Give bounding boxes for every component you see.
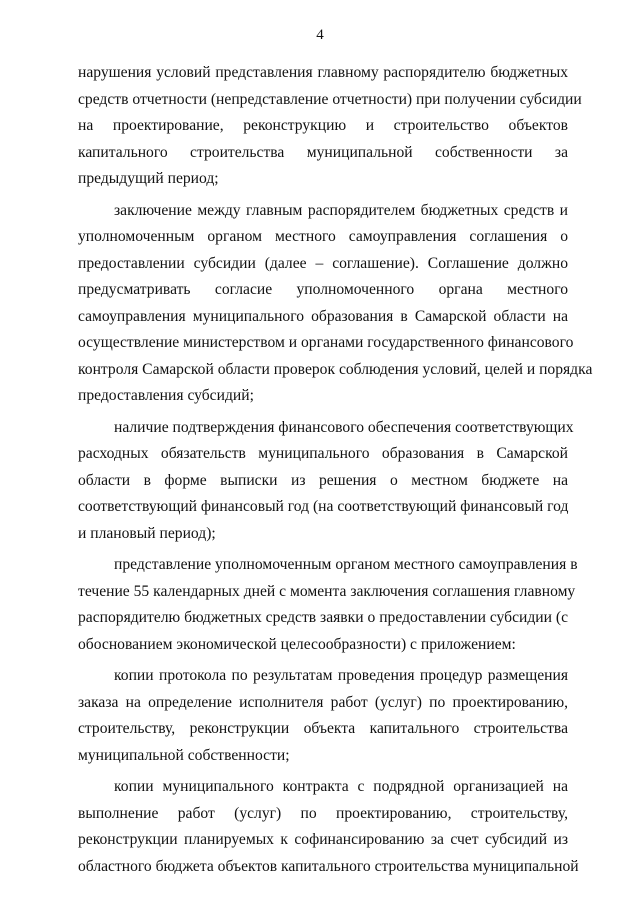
paragraph-contract-copies — [78, 774, 579, 880]
text-line: уполномоченным органом местного самоуправления соглашения о — [78, 228, 568, 245]
text-line: расходных обязательств муниципального образования в Самарской — [78, 445, 568, 462]
text-line: и плановый период); — [78, 524, 216, 542]
text-line: заключение между главным распорядителем бюджетных средств и — [114, 201, 568, 219]
page-number: 4 — [316, 27, 324, 43]
text-line: копии протокола по результатам проведения процедур размещения — [114, 667, 568, 684]
text-line: на проектирование, реконструкцию и строительство объектов — [78, 117, 568, 134]
text-line: предоставления субсидий; — [78, 387, 254, 404]
paragraph-application-submission — [78, 552, 578, 658]
text-line: капитального строительства муниципальной собственности за — [78, 143, 568, 161]
text-line: областного бюджета объектов капитального строительства муниципальной — [78, 857, 579, 875]
text-line: течение 55 календарных дней с момента заключения соглашения главному — [78, 582, 576, 600]
text-line: строительству, реконструкции объекта капитального строительства — [78, 720, 568, 737]
text-line: распорядителю бюджетных средств заявки о предоставлении субсидии (с — [78, 609, 568, 626]
text-line: осуществление министерством и органами государственного финансового — [78, 334, 574, 351]
text-line: заказа на определение исполнителя работ (услуг) по проектированию, — [78, 693, 568, 711]
text-line: предусматривать согласие уполномоченного органа местного — [78, 281, 568, 298]
paragraph-financial-confirmation — [78, 415, 574, 548]
text-line: реконструкции планируемых к софинансированию за счет субсидий из — [78, 831, 568, 848]
text-line: обоснованием экономической целесообразности) с приложением: — [78, 635, 516, 653]
text-line: копии муниципального контракта с подрядной организацией на — [114, 778, 568, 795]
text-line: муниципальной собственности; — [78, 746, 290, 764]
paragraph-protocol-copies — [78, 663, 568, 769]
document-body — [78, 60, 593, 880]
text-line: наличие подтверждения финансового обеспечения соответствующих — [114, 418, 574, 436]
text-line: самоуправления муниципального образования в Самарской области на — [78, 307, 568, 325]
text-line: предыдущий период; — [78, 170, 219, 187]
text-line: представление уполномоченным органом местного самоуправления в — [114, 556, 578, 573]
text-line: области в форме выписки из решения о местном бюджете на — [78, 471, 568, 489]
text-line: контроля Самарской области проверок соблюдения условий, целей и порядка — [78, 360, 593, 378]
text-line: средств отчетности (непредставление отчетности) при получении субсидии — [78, 90, 582, 108]
paragraph-agreement — [78, 198, 593, 410]
text-line: предоставлении субсидии (далее – соглашение). Соглашение должно — [78, 254, 568, 272]
text-line: выполнение работ (услуг) по проектированию, строительству, — [78, 804, 568, 822]
paragraph-reporting-violations — [78, 60, 582, 193]
text-line: соответствующий финансовый год (на соответствующий финансовый год — [78, 498, 569, 515]
text-line: нарушения условий представления главному распорядителю бюджетных — [78, 64, 568, 81]
